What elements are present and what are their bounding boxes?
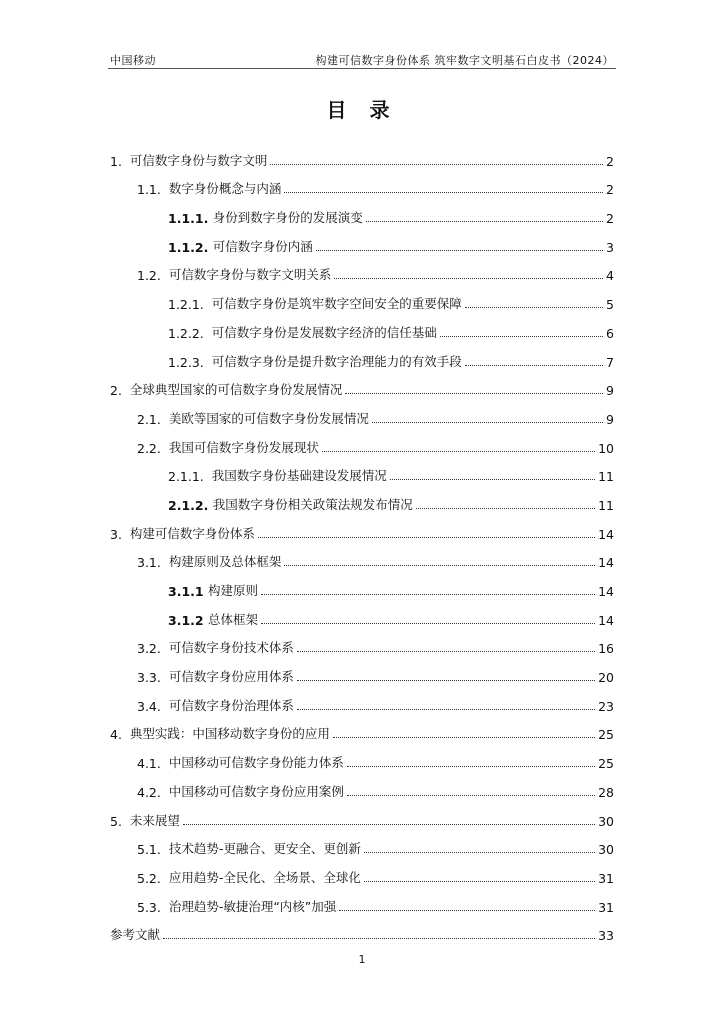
toc-entry[interactable] [110, 656, 614, 685]
toc-entry-title: 参考文献 [110, 927, 161, 943]
toc-entry-title: 身份到数字身份的发展演变 [212, 210, 363, 226]
toc-entry-page: 23 [598, 698, 614, 714]
toc-entry-number: 3.4. [137, 698, 169, 714]
toc-entry-title: 可信数字身份与数字文明关系 [168, 267, 332, 283]
toc-entry[interactable] [110, 771, 614, 800]
toc-entry-title: 治理趋势-敏捷治理“内核”加强 [168, 898, 337, 914]
toc-entry[interactable] [110, 742, 614, 771]
toc-entry-page: 14 [598, 612, 614, 628]
toc-entry-number: 3.1.1 [168, 584, 208, 599]
toc-title: 目 录 [326, 98, 398, 122]
toc-dot-leader [183, 824, 595, 825]
toc-entry-number: 1.2.1. [168, 297, 212, 313]
toc-entry-page: 28 [598, 784, 614, 800]
toc-entry-number: 4. [110, 727, 130, 743]
toc-entry-number: 5.1. [137, 842, 169, 858]
toc-entry[interactable] [110, 197, 614, 226]
toc-entry-page: 14 [598, 555, 614, 571]
toc-dot-leader [339, 910, 595, 911]
toc-entry-title: 数字身份概念与内涵 [168, 181, 282, 197]
toc-entry-page: 2 [606, 182, 614, 198]
toc-entry[interactable] [110, 542, 614, 571]
table-of-contents [110, 140, 614, 943]
toc-entry[interactable] [110, 370, 614, 399]
toc-entry-page: 31 [598, 899, 614, 915]
toc-entry-page: 14 [598, 526, 614, 542]
toc-entry-number: 3.2. [137, 641, 169, 657]
toc-dot-leader [364, 881, 595, 882]
toc-entry-title: 中国移动可信数字身份能力体系 [168, 755, 344, 771]
toc-dot-leader [297, 651, 595, 652]
toc-entry[interactable] [110, 628, 614, 657]
toc-dot-leader [390, 479, 595, 480]
toc-dot-leader [297, 680, 595, 681]
toc-entry[interactable] [110, 169, 614, 198]
toc-entry[interactable] [110, 312, 614, 341]
toc-entry-title: 我国数字身份基础建设发展情况 [211, 468, 387, 484]
toc-dot-leader [334, 278, 603, 279]
toc-entry-page: 9 [606, 411, 614, 427]
toc-dot-leader [347, 766, 595, 767]
toc-dot-leader [261, 623, 595, 624]
toc-entry[interactable] [110, 427, 614, 456]
toc-dot-leader [366, 221, 603, 222]
toc-dot-leader [258, 537, 595, 538]
toc-entry-page: 11 [598, 469, 614, 485]
toc-dot-leader [316, 250, 603, 251]
toc-entry-number: 2.1.1. [168, 469, 212, 485]
toc-entry[interactable] [110, 599, 614, 628]
toc-entry-number: 1.1.1. [168, 211, 213, 227]
toc-entry[interactable] [110, 800, 614, 829]
toc-entry-title: 可信数字身份是发展数字经济的信任基础 [211, 324, 437, 340]
toc-dot-leader [270, 164, 603, 165]
header-right-doc-title: 构建可信数字身份体系 筑牢数字文明基石白皮书（2024） [315, 54, 614, 67]
toc-entry[interactable] [110, 714, 614, 743]
toc-entry-number: 3.3. [137, 670, 169, 686]
toc-dot-leader [465, 365, 603, 366]
toc-entry-number: 3.1.2 [168, 612, 208, 628]
toc-entry-page: 5 [606, 297, 614, 313]
toc-dot-leader [333, 737, 595, 738]
toc-entry-number: 3.1. [137, 555, 169, 571]
toc-entry-page: 2 [606, 153, 614, 169]
toc-entry-page: 31 [598, 870, 614, 886]
toc-entry-page: 3 [606, 239, 614, 255]
toc-entry-title: 构建原则 [207, 583, 258, 598]
toc-entry-number: 3. [110, 526, 130, 542]
toc-entry-title: 美欧等国家的可信数字身份发展情况 [168, 410, 369, 426]
toc-entry[interactable] [110, 685, 614, 714]
page-number: 1 [358, 953, 366, 966]
header-divider [108, 68, 616, 69]
toc-dot-leader [416, 508, 595, 509]
toc-entry-title: 总体框架 [207, 611, 258, 627]
toc-dot-leader [322, 451, 595, 452]
toc-entry-number: 4.2. [137, 784, 169, 800]
toc-entry-number: 1.2.2. [168, 325, 212, 341]
toc-entry-number: 2.1.2. [168, 497, 213, 513]
toc-entry[interactable] [110, 226, 614, 255]
toc-entry-page: 25 [598, 756, 614, 772]
toc-entry-number: 2.1. [137, 411, 169, 427]
toc-entry-number: 2.2. [137, 440, 169, 456]
toc-dot-leader [297, 709, 595, 710]
toc-dot-leader [440, 336, 603, 337]
toc-entry-page: 4 [606, 268, 614, 284]
toc-entry[interactable] [110, 456, 614, 485]
toc-entry-title: 中国移动可信数字身份应用案例 [168, 783, 344, 799]
toc-entry[interactable] [110, 857, 614, 886]
header-left-org: 中国移动 [110, 54, 156, 67]
toc-entry-page: 33 [598, 928, 614, 944]
toc-entry[interactable] [110, 915, 614, 944]
toc-entry-title: 构建原则及总体框架 [168, 554, 282, 570]
toc-entry[interactable] [110, 140, 614, 169]
toc-entry-number: 2. [110, 383, 130, 399]
toc-entry[interactable] [110, 255, 614, 284]
toc-dot-leader [364, 852, 595, 853]
toc-dot-leader [261, 594, 595, 595]
toc-entry-title: 构建可信数字身份体系 [129, 525, 255, 541]
toc-entry[interactable] [110, 886, 614, 915]
toc-entry-title: 可信数字身份与数字文明 [129, 152, 268, 168]
toc-entry-title: 我国数字身份相关政策法规发布情况 [212, 496, 413, 512]
toc-entry-title: 可信数字身份内涵 [212, 238, 313, 254]
toc-entry-page: 16 [598, 641, 614, 657]
toc-entry[interactable] [110, 570, 614, 599]
toc-entry-title: 技术趋势-更融合、更安全、更创新 [168, 841, 361, 857]
toc-entry-title: 我国可信数字身份发展现状 [168, 439, 319, 455]
toc-entry-page: 25 [598, 727, 614, 743]
toc-entry-page: 30 [598, 842, 614, 858]
toc-entry-title: 应用趋势-全民化、全场景、全球化 [168, 869, 361, 885]
toc-entry-title: 可信数字身份是提升数字治理能力的有效手段 [211, 353, 462, 369]
toc-dot-leader [372, 422, 603, 423]
toc-dot-leader [284, 192, 603, 193]
toc-entry-number: 1.2.3. [168, 354, 212, 370]
toc-entry-page: 9 [606, 383, 614, 399]
toc-entry-number: 5.2. [137, 870, 169, 886]
toc-entry[interactable] [110, 398, 614, 427]
toc-entry-number: 5.3. [137, 899, 169, 915]
toc-entry-page: 10 [598, 440, 614, 456]
toc-entry-page: 11 [598, 497, 614, 513]
toc-entry-number: 5. [110, 813, 130, 829]
toc-entry-number: 1.1. [137, 182, 169, 198]
toc-entry-title: 可信数字身份治理体系 [168, 697, 294, 713]
toc-entry-number: 1. [110, 153, 130, 169]
toc-entry-page: 14 [598, 584, 614, 599]
toc-entry-title: 全球典型国家的可信数字身份发展情况 [129, 382, 343, 398]
toc-dot-leader [345, 393, 603, 394]
toc-entry-number: 4.1. [137, 756, 169, 772]
toc-entry-page: 2 [606, 211, 614, 227]
toc-entry[interactable] [110, 513, 614, 542]
toc-entry-title: 可信数字身份应用体系 [168, 669, 294, 685]
toc-entry[interactable] [110, 484, 614, 513]
toc-entry-page: 20 [598, 670, 614, 686]
toc-dot-leader [284, 565, 595, 566]
toc-entry[interactable] [110, 341, 614, 370]
toc-entry-page: 7 [606, 354, 614, 370]
toc-entry-number: 1.1.2. [168, 239, 213, 255]
toc-entry-title: 典型实践：中国移动数字身份的应用 [129, 726, 330, 742]
toc-dot-leader [163, 938, 595, 939]
toc-entry-title: 可信数字身份技术体系 [168, 640, 294, 656]
toc-entry-page: 30 [598, 813, 614, 829]
toc-dot-leader [465, 307, 603, 308]
toc-entry-title: 未来展望 [129, 812, 180, 828]
toc-entry-number: 1.2. [137, 268, 169, 284]
toc-entry-page: 6 [606, 325, 614, 341]
toc-entry[interactable] [110, 283, 614, 312]
toc-entry[interactable] [110, 829, 614, 858]
toc-entry-title: 可信数字身份是筑牢数字空间安全的重要保障 [211, 296, 462, 312]
toc-dot-leader [347, 795, 595, 796]
